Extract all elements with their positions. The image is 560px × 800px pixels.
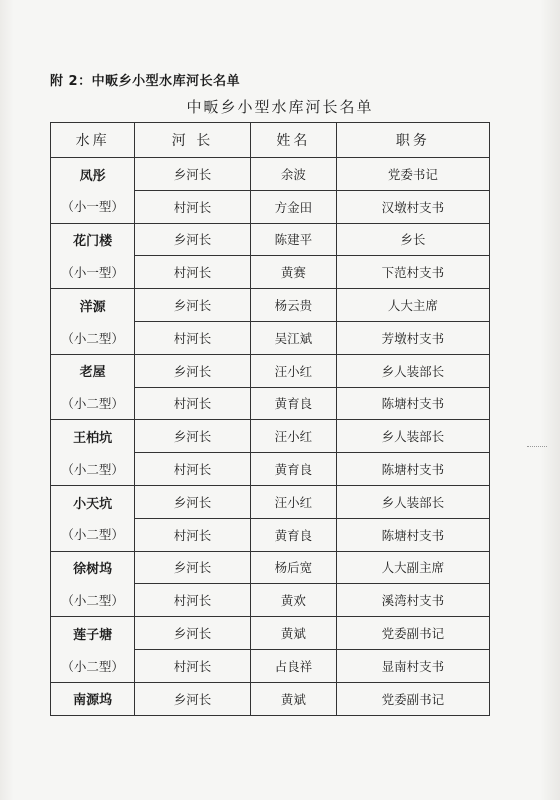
person-name: 吴江斌 [250, 321, 336, 354]
person-position: 显南村支书 [336, 649, 489, 682]
person-name: 黄育良 [250, 453, 336, 486]
person-name: 杨云贵 [250, 289, 336, 322]
person-position: 溪湾村支书 [336, 584, 489, 617]
person-name: 黄育良 [250, 387, 336, 420]
chief-level: 乡河长 [135, 420, 251, 453]
person-name: 汪小红 [250, 354, 336, 387]
table-row [51, 190, 490, 223]
header-name: 姓名 [250, 123, 336, 158]
person-name: 余波 [250, 158, 336, 191]
chief-level: 乡河长 [135, 158, 251, 191]
table-row [51, 354, 490, 387]
reservoir-name: 徐树坞 [51, 551, 135, 584]
person-position: 下范村支书 [336, 256, 489, 289]
chief-level: 村河长 [135, 649, 251, 682]
chief-level: 乡河长 [135, 617, 251, 650]
table-header-row [51, 123, 490, 158]
chief-level: 村河长 [135, 453, 251, 486]
chief-level: 村河长 [135, 190, 251, 223]
table-title: 中畈乡小型水库河长名单 [186, 98, 374, 116]
reservoir-name: 莲子塘 [51, 617, 135, 650]
chief-level: 乡河长 [135, 289, 251, 322]
person-name: 黄育良 [250, 518, 336, 551]
reservoir-type: （小一型） [51, 190, 135, 223]
reservoir-type: （小二型） [51, 321, 135, 354]
reservoir-name: 小天坑 [51, 485, 135, 518]
reservoir-type: （小二型） [51, 453, 135, 486]
reservoir-name: 花门楼 [51, 223, 135, 256]
person-position: 陈塘村支书 [336, 518, 489, 551]
table-row [51, 682, 490, 715]
person-name: 黄斌 [250, 682, 336, 715]
scan-artifact-mark [527, 446, 547, 455]
table-row [51, 584, 490, 617]
reservoir-type: （小二型） [51, 649, 135, 682]
chief-level: 乡河长 [135, 551, 251, 584]
person-name: 汪小红 [250, 485, 336, 518]
chief-level: 乡河长 [135, 485, 251, 518]
table-row [51, 485, 490, 518]
table-row [51, 617, 490, 650]
chief-level: 村河长 [135, 321, 251, 354]
table-row [51, 158, 490, 191]
person-name: 方金田 [250, 190, 336, 223]
person-position: 芳墩村支书 [336, 321, 489, 354]
person-position: 乡长 [336, 223, 489, 256]
table-row [51, 289, 490, 322]
chief-level: 村河长 [135, 518, 251, 551]
person-position: 陈塘村支书 [336, 387, 489, 420]
person-position: 乡人装部长 [336, 485, 489, 518]
person-name: 汪小红 [250, 420, 336, 453]
person-position: 汉墩村支书 [336, 190, 489, 223]
table-row [51, 387, 490, 420]
chief-level: 村河长 [135, 256, 251, 289]
chief-level: 村河长 [135, 387, 251, 420]
person-position: 陈塘村支书 [336, 453, 489, 486]
person-position: 乡人装部长 [336, 420, 489, 453]
river-chief-table [50, 122, 490, 716]
table-row [51, 420, 490, 453]
table-row [51, 256, 490, 289]
header-reservoir: 水库 [51, 123, 135, 158]
reservoir-type: （小一型） [51, 256, 135, 289]
person-position: 党委副书记 [336, 682, 489, 715]
reservoir-name: 王柏坑 [51, 420, 135, 453]
table-row [51, 518, 490, 551]
person-name: 黄赛 [250, 256, 336, 289]
header-position: 职务 [336, 123, 489, 158]
person-name: 黄欢 [250, 584, 336, 617]
table-body [51, 158, 490, 716]
chief-level: 村河长 [135, 584, 251, 617]
table-row [51, 321, 490, 354]
chief-level: 乡河长 [135, 354, 251, 387]
person-position: 乡人装部长 [336, 354, 489, 387]
reservoir-name: 洋源 [51, 289, 135, 322]
person-position: 人大副主席 [336, 551, 489, 584]
reservoir-type: （小二型） [51, 387, 135, 420]
chief-level: 乡河长 [135, 223, 251, 256]
person-position: 党委副书记 [336, 617, 489, 650]
reservoir-name: 老屋 [51, 354, 135, 387]
reservoir-type: （小二型） [51, 584, 135, 617]
person-name: 黄斌 [250, 617, 336, 650]
reservoir-name: 凤彤 [51, 158, 135, 191]
attachment-label: 附 2：中畈乡小型水库河长名单 [50, 74, 241, 89]
person-name: 占良祥 [250, 649, 336, 682]
table-row [51, 453, 490, 486]
reservoir-type: （小二型） [51, 518, 135, 551]
chief-level: 乡河长 [135, 682, 251, 715]
person-name: 杨后宽 [250, 551, 336, 584]
table-row [51, 649, 490, 682]
person-name: 陈建平 [250, 223, 336, 256]
table-row [51, 551, 490, 584]
person-position: 党委书记 [336, 158, 489, 191]
header-river-chief: 河 长 [135, 123, 251, 158]
person-position: 人大主席 [336, 289, 489, 322]
reservoir-name: 南源坞 [51, 682, 135, 715]
table-row [51, 223, 490, 256]
